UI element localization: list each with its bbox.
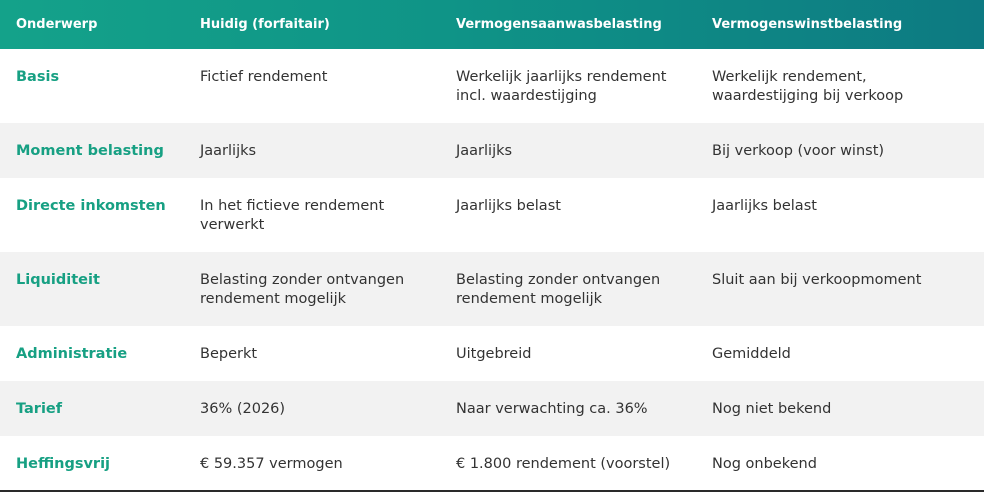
cell-aanwas: Uitgebreid (456, 346, 532, 362)
row-label: Liquiditeit (16, 272, 100, 288)
row-label: Heffingsvrij (16, 456, 111, 472)
table-header (0, 0, 984, 49)
cell-aanwas: Naar verwachting ca. 36% (456, 401, 648, 417)
cell-huidig: Beperkt (200, 346, 258, 362)
cell-winst: Bij verkoop (voor winst) (712, 143, 885, 159)
table-row-liquiditeit (0, 252, 984, 326)
table-body (0, 49, 984, 491)
row-label: Administratie (16, 346, 128, 362)
cell-winst: Sluit aan bij verkoopmoment (712, 272, 922, 288)
cell-winst: Gemiddeld (712, 346, 791, 362)
cell-huidig: Belasting zonder ontvangen rendement mogelijk (200, 272, 405, 307)
cell-aanwas: Jaarlijks (456, 143, 513, 159)
table-row-moment-belasting (0, 123, 984, 178)
cell-aanwas: Belasting zonder ontvangen rendement mogelijk (456, 272, 661, 307)
cell-huidig: € 59.357 vermogen (200, 456, 343, 472)
row-label: Tarief (16, 401, 63, 417)
cell-winst: Jaarlijks belast (712, 198, 817, 214)
cell-aanwas: Werkelijk jaarlijks rendement incl. waardestijging (456, 69, 667, 104)
table-row-tarief (0, 381, 984, 436)
cell-aanwas: € 1.800 rendement (voorstel) (456, 456, 671, 472)
cell-winst: Nog onbekend (712, 456, 817, 472)
cell-huidig: Fictief rendement (200, 69, 328, 85)
header-huidig: Huidig (forfaitair) (200, 17, 330, 32)
cell-huidig: 36% (2026) (200, 401, 286, 417)
header-vermogenswinstbelasting: Vermogenswinstbelasting (712, 17, 903, 32)
table-row-administratie (0, 326, 984, 381)
cell-aanwas: Jaarlijks belast (456, 198, 561, 214)
table-row-directe-inkomsten (0, 178, 984, 252)
header-vermogensaanwasbelasting: Vermogensaanwasbelasting (456, 17, 662, 32)
table-row-heffingsvrij (0, 436, 984, 491)
cell-huidig: In het fictieve rendement verwerkt (200, 198, 385, 233)
row-label: Basis (16, 69, 60, 85)
header-row (0, 0, 984, 49)
table-row-basis (0, 49, 984, 123)
cell-winst: Nog niet bekend (712, 401, 832, 417)
cell-huidig: Jaarlijks (200, 143, 257, 159)
cell-winst: Werkelijk rendement, waardestijging bij verkoop (712, 69, 904, 104)
row-label: Directe inkomsten (16, 198, 166, 214)
row-label: Moment belasting (16, 143, 164, 159)
header-onderwerp: Onderwerp (16, 17, 98, 32)
